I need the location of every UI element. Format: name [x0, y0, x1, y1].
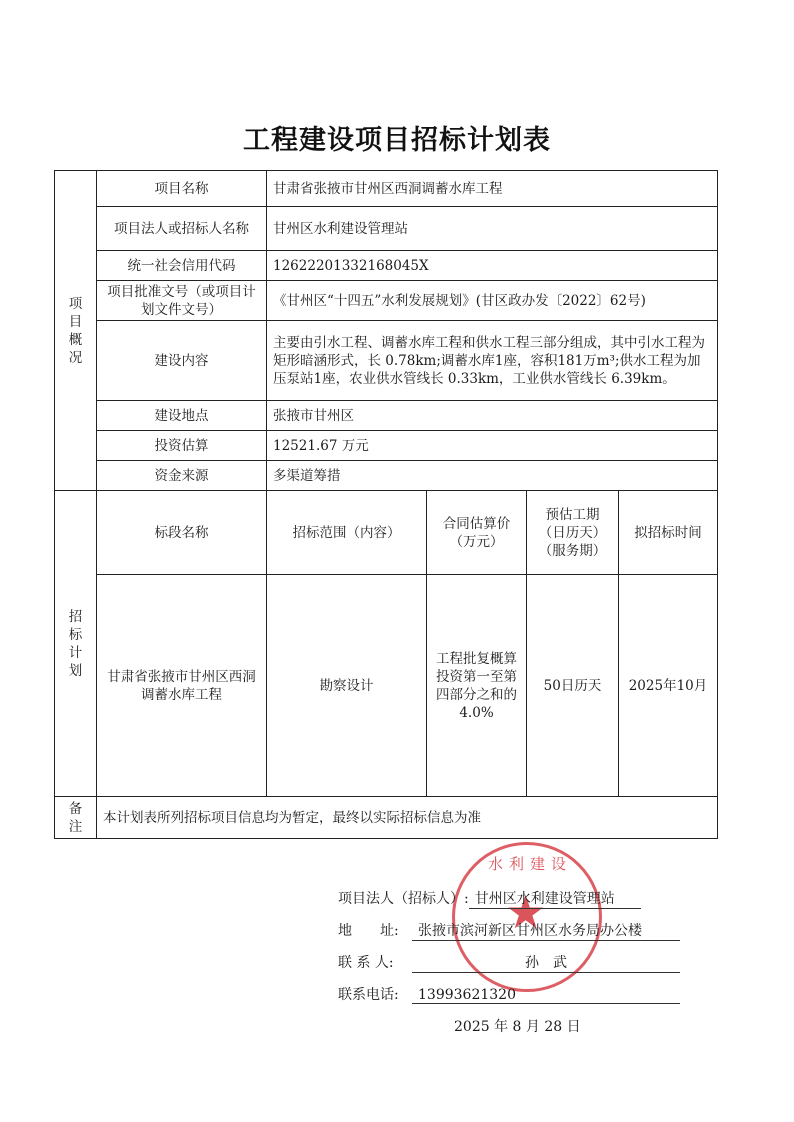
- page-title: 工程建设项目招标计划表: [243, 125, 551, 156]
- cell-section-name: 甘肃省张掖市甘州区西洞调蓄水库工程: [97, 575, 267, 797]
- table-row: [55, 575, 718, 797]
- phone-value: 13993621320: [412, 987, 680, 1004]
- table-row: [55, 461, 718, 491]
- header-duration: 预估工期（日历天）（服务期）: [527, 491, 619, 575]
- table-row: [55, 431, 718, 461]
- bid-plan-table: [54, 170, 718, 839]
- row-value-funding: 多渠道筹措: [267, 461, 718, 491]
- phone-label: 联系电话:: [338, 987, 399, 1003]
- row-value-content: 主要由引水工程、调蓄水库工程和供水工程三部分组成，其中引水工程为矩形暗涵形式，长 0.78km;调蓄水库1座，容积181万m³;供水工程为加压泵站1座，农业供水管线长 0.33km，工业供水管线长 6.39km。: [267, 321, 718, 401]
- header-contract-price: 合同估算价（万元）: [427, 491, 527, 575]
- table-row: [55, 401, 718, 431]
- row-value-approval-no: 《甘州区“十四五”水利发展规划》(甘区政办发〔2022〕62号): [267, 281, 718, 321]
- table-row: [55, 321, 718, 401]
- legal-person-line: [338, 888, 641, 909]
- header-scope: 招标范围（内容）: [267, 491, 427, 575]
- row-value-tenderer: 甘州区水利建设管理站: [267, 207, 718, 251]
- table-header-row: [55, 491, 718, 575]
- cell-bid-time: 2025年10月: [619, 575, 718, 797]
- address-value: 张掖市滨河新区甘州区水务局办公楼: [412, 920, 680, 941]
- plan-section-label: 招 标 计 划: [55, 491, 97, 797]
- row-label-project-name: 项目名称: [97, 171, 267, 207]
- contact-label: 联 系 人:: [338, 955, 394, 971]
- row-label-credit-code: 统一社会信用代码: [97, 251, 267, 281]
- row-label-tenderer: 项目法人或招标人名称: [97, 207, 267, 251]
- row-value-investment: 12521.67 万元: [267, 431, 718, 461]
- sign-date: 2025 年 8 月 28 日: [454, 1019, 581, 1035]
- header-section-name: 标段名称: [97, 491, 267, 575]
- seal-text: 水利建设: [487, 855, 572, 873]
- overview-section-label: 项 目 概 况: [55, 171, 97, 491]
- address-line: [338, 920, 680, 941]
- row-label-funding: 资金来源: [97, 461, 267, 491]
- address-label: 地 址:: [338, 923, 399, 939]
- table-row: [55, 251, 718, 281]
- contact-line: [338, 952, 680, 973]
- row-value-project-name: 甘肃省张掖市甘州区西洞调蓄水库工程: [267, 171, 718, 207]
- legal-person-label: 项目法人（招标人）:: [338, 891, 469, 907]
- star-icon: ★: [505, 885, 547, 939]
- header-bid-time: 拟招标时间: [619, 491, 718, 575]
- row-label-location: 建设地点: [97, 401, 267, 431]
- note-text: 本计划表所列招标项目信息均为暂定，最终以实际招标信息为准: [97, 797, 718, 839]
- row-label-investment: 投资估算: [97, 431, 267, 461]
- phone-line: [338, 984, 680, 1004]
- note-label: 备 注: [55, 797, 97, 839]
- row-label-content: 建设内容: [97, 321, 267, 401]
- cell-scope: 勘察设计: [267, 575, 427, 797]
- contact-value: 孙 武: [412, 952, 680, 973]
- cell-duration: 50日历天: [527, 575, 619, 797]
- table-row: [55, 171, 718, 207]
- legal-person-value: 甘州区水利建设管理站: [469, 888, 641, 909]
- cell-contract-price: 工程批复概算投资第一至第四部分之和的 4.0%: [427, 575, 527, 797]
- row-value-location: 张掖市甘州区: [267, 401, 718, 431]
- row-value-credit-code: 12622201332168045X: [267, 251, 718, 281]
- row-label-approval-no: 项目批准文号（或项目计划文件文号）: [97, 281, 267, 321]
- table-row: [55, 207, 718, 251]
- table-row: [55, 281, 718, 321]
- table-row: [55, 797, 718, 839]
